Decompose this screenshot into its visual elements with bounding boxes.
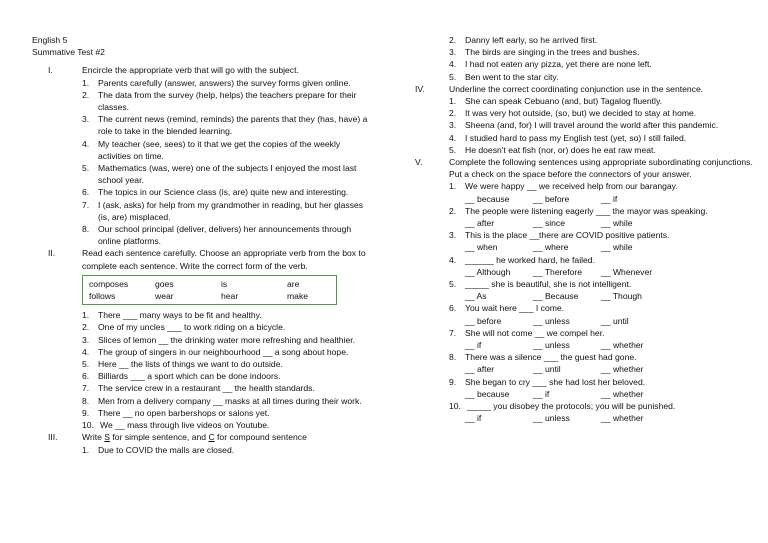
answer-option[interactable]: __ if [465,340,482,351]
section-instruction: Encircle the appropriate verb that will go with the subject. [82,65,299,76]
item-text: _____ you disobey the protocols; you will be punished. [467,401,676,412]
list-item [449,132,755,144]
answer-option[interactable]: __ Therefore [533,266,583,277]
item-text: The group of singers in our neighbourhood __ a song about hope. [98,346,349,357]
item-text: Here __ the lists of things we want to do outside. [98,359,283,370]
section-ii [32,247,372,431]
item-number: 4. [82,138,90,149]
list-item [449,351,755,363]
item-text: She will not come __ we compel her. [465,327,605,338]
answer-option[interactable]: __ whether [601,413,644,424]
list-item [449,119,755,131]
answer-option[interactable]: __ when [465,242,498,253]
answer-option[interactable]: __ before [533,193,570,204]
list-item [82,407,372,419]
list-item [82,382,372,394]
list-item [449,278,755,290]
answer-option[interactable]: __ unless [533,315,570,326]
item-text: She can speak Cebuano (and, but) Tagalog fluently. [465,96,662,107]
item-number: 7. [82,383,90,394]
answer-options [449,217,755,229]
answer-option[interactable]: __ because [465,388,510,399]
list-item [449,254,755,266]
list-item [82,138,372,162]
list-item [82,370,372,382]
item-number: 8. [82,395,90,406]
test-title: Summative Test #2 [32,47,105,58]
answer-option[interactable]: __ As [465,291,487,302]
list-item [449,229,755,241]
verb-choice-box [82,275,337,305]
answer-options [449,193,755,205]
item-list [449,180,755,424]
item-number: 5. [449,71,457,82]
list-item [82,89,372,113]
item-text: We __ mass through live videos on Youtube. [100,420,270,431]
item-number: 1. [449,181,457,192]
item-number: 2. [449,108,457,119]
answer-option[interactable]: __ since [533,218,566,229]
answer-options [449,290,755,302]
item-number: 4. [449,59,457,70]
answer-option[interactable]: __ if [465,413,482,424]
answer-option[interactable]: __ until [533,364,561,375]
item-text: Men from a delivery company __ masks at all times during their work. [98,395,362,406]
item-list [449,95,755,156]
item-number: 5. [449,279,457,290]
item-text: Parents carefully (answer, answers) the survey forms given online. [98,77,351,88]
item-list [449,34,755,83]
left-column [32,34,372,456]
section-iii [32,431,372,455]
answer-option[interactable]: __ whether [601,364,644,375]
item-number: 2. [449,35,457,45]
answer-option[interactable]: __ before [465,315,502,326]
verb-choice: make [287,291,309,302]
answer-option[interactable]: __ whether [601,388,644,399]
item-number: 10. [82,420,94,431]
item-number: 2. [82,89,90,100]
item-text: We were happy __ we received help from our barangay. [465,181,678,192]
answer-options [449,363,755,375]
item-text: Ben went to the star city. [465,71,559,82]
list-item [449,34,755,46]
item-text: ______ he worked hard, he failed. [465,254,595,265]
item-text: Sheena (and, for) I will travel around the world after this pandemic. [465,120,719,131]
item-number: 1. [82,77,90,88]
item-number: 5. [449,144,457,155]
item-number: 3. [449,47,457,58]
list-item [82,346,372,358]
answer-option[interactable]: __ where [533,242,569,253]
item-number: 1. [82,444,90,455]
item-text: Mathematics (was, were) one of the subjects I enjoyed the most last school year. [98,163,357,186]
list-item [449,180,755,192]
item-number: 6. [449,303,457,314]
verb-choice: composes [89,278,129,289]
list-item [449,46,755,58]
list-item [449,302,755,314]
item-text: The service crew in a restaurant __ the health standards. [98,383,315,394]
item-text: This is the place __there are COVID positive patients. [465,230,670,241]
answer-option[interactable]: __ if [601,193,618,204]
answer-option[interactable]: __ after [465,218,495,229]
item-list [82,444,372,456]
item-number: 4. [82,346,90,357]
item-text: Due to COVID the malls are closed. [98,444,235,455]
answer-options [449,266,755,278]
item-number: 2. [82,322,90,333]
item-text: There was a silence ___ the guest had gone. [465,352,637,363]
item-number: 4. [449,254,457,265]
list-item [449,205,755,217]
subject-title: English 5 [32,35,68,45]
item-number: 7. [449,327,457,338]
item-number: 1. [82,310,90,321]
compound-letter: C [208,432,215,443]
item-text: Danny left early, so he arrived first. [465,35,598,45]
list-item [449,400,755,412]
list-item [449,327,755,339]
list-item [82,334,372,346]
answer-option[interactable]: __ because [465,193,510,204]
answer-options [449,315,755,327]
item-number: 8. [449,352,457,363]
list-item [82,358,372,370]
answer-option[interactable]: __ after [465,364,495,375]
item-text: Billiards ___ a sport which can be done indoors. [98,371,281,382]
section-number: II. [48,248,56,259]
item-list [82,77,372,248]
list-item [82,321,372,333]
answer-options [449,241,755,253]
item-number: 8. [82,224,90,235]
item-number: 4. [449,132,457,143]
item-number: 3. [449,230,457,241]
item-number: 10. [449,401,461,412]
list-item [82,444,372,456]
item-text: He doesn't eat fish (nor, or) does he eat raw meat. [465,144,656,155]
item-text: _____ she is beautiful, she is not intelligent. [465,279,632,290]
item-text: Our school principal (deliver, delivers) her announcements through online platforms. [98,224,352,247]
list-item [449,71,755,83]
item-text: I had not eaten any pizza, yet there are none left. [465,59,652,70]
item-number: 1. [449,96,457,107]
verb-choice: follows [89,291,116,302]
item-number: 2. [449,205,457,216]
section-number: IV. [415,83,425,94]
item-text: My teacher (see, sees) to it that we get the copies of the weekly activities on time. [98,138,341,161]
item-list [82,309,372,431]
item-number: 5. [82,359,90,370]
section-i [32,64,372,247]
item-text: The topics in our Science class (is, are) quite new and interesting. [98,187,349,198]
answer-option[interactable]: __ until [601,315,629,326]
instruction-part: for compound sentence [214,432,307,443]
item-text: The birds are singing in the trees and bushes. [465,47,640,58]
item-number: 5. [82,163,90,174]
item-text: It was very hot outside, (so, but) we decided to stay at home. [465,108,697,119]
list-item [449,95,755,107]
answer-option[interactable]: __ unless [533,340,570,351]
list-item [82,77,372,89]
answer-option[interactable]: __ whether [601,340,644,351]
list-item [449,107,755,119]
answer-option[interactable]: __ while [601,218,633,229]
instruction-part: for simple sentence, and [110,432,209,443]
simple-letter: S [104,432,111,443]
item-number: 7. [82,199,90,210]
item-text: Slices of lemon __ the drinking water more refreshing and healthier. [98,334,355,345]
verb-choice: is [221,278,228,289]
list-item [82,395,372,407]
list-item [82,309,372,321]
item-number: 6. [82,187,90,198]
item-text: You wait here ___ I come. [465,303,565,314]
section-number: I. [48,65,53,76]
item-number: 3. [449,120,457,131]
verb-choice: hear [221,291,239,302]
section-instruction [82,431,372,443]
item-number: 3. [82,334,90,345]
section-instruction: Read each sentence carefully. Choose an appropriate verb from the box to complete each sentence. Write the correct form of the verb. [82,248,366,271]
answer-options [449,339,755,351]
instruction-part: Write [82,432,105,443]
item-text: The data from the survey (help, helps) the teachers prepare for their classes. [98,89,357,113]
item-text: The current news (remind, reminds) the parents that they (has, have) a role to take in the blended learning. [98,114,368,137]
section-v [415,156,755,424]
section-iv [415,83,755,156]
right-column [415,34,755,425]
item-text: I (ask, asks) for help from my grandmother in reading, but her glasses (is, are) misplaced. [98,199,364,222]
item-text: I studied hard to pass my English test (yet, so) I still failed. [465,132,687,143]
item-text: There __ no open barbershops or salons yet. [98,407,270,418]
list-item [82,186,372,198]
verb-choice: goes [155,278,174,289]
verb-choice: are [287,278,300,289]
answer-options [449,388,755,400]
answer-option[interactable]: __ Whenever [601,266,653,277]
section-number: V. [415,157,423,168]
item-text: One of my uncles ___ to work riding on a bicycle. [98,322,286,333]
answer-option[interactable]: __ unless [533,413,570,424]
item-text: The people were listening eagerly ___ the mayor was speaking. [465,205,708,216]
item-text: She began to cry ___ she had lost her beloved. [465,376,646,387]
item-number: 3. [82,114,90,125]
section-number: III. [48,432,58,443]
list-item [82,419,372,431]
answer-option[interactable]: __ if [533,388,550,399]
list-item [82,113,372,137]
answer-option[interactable]: __ Although [465,266,511,277]
list-item [82,162,372,186]
item-number: 9. [82,407,90,418]
list-item [82,223,372,247]
answer-option[interactable]: __ Because [533,291,579,302]
item-number: 9. [449,376,457,387]
answer-options [449,412,755,424]
item-text: There ___ many ways to be fit and healthy. [98,310,262,321]
list-item [449,376,755,388]
list-item [449,144,755,156]
answer-option[interactable]: __ while [601,242,633,253]
item-number: 6. [82,371,90,382]
list-item [82,199,372,223]
answer-option[interactable]: __ Though [601,291,642,302]
verb-choice: wear [155,291,174,302]
list-item [449,58,755,70]
section-instruction: Complete the following sentences using appropriate subordinating conjunctions. Put a check on the space before the connectors of your answer. [449,157,753,180]
section-instruction: Underline the correct coordinating conjunction use in the sentence. [449,83,704,94]
